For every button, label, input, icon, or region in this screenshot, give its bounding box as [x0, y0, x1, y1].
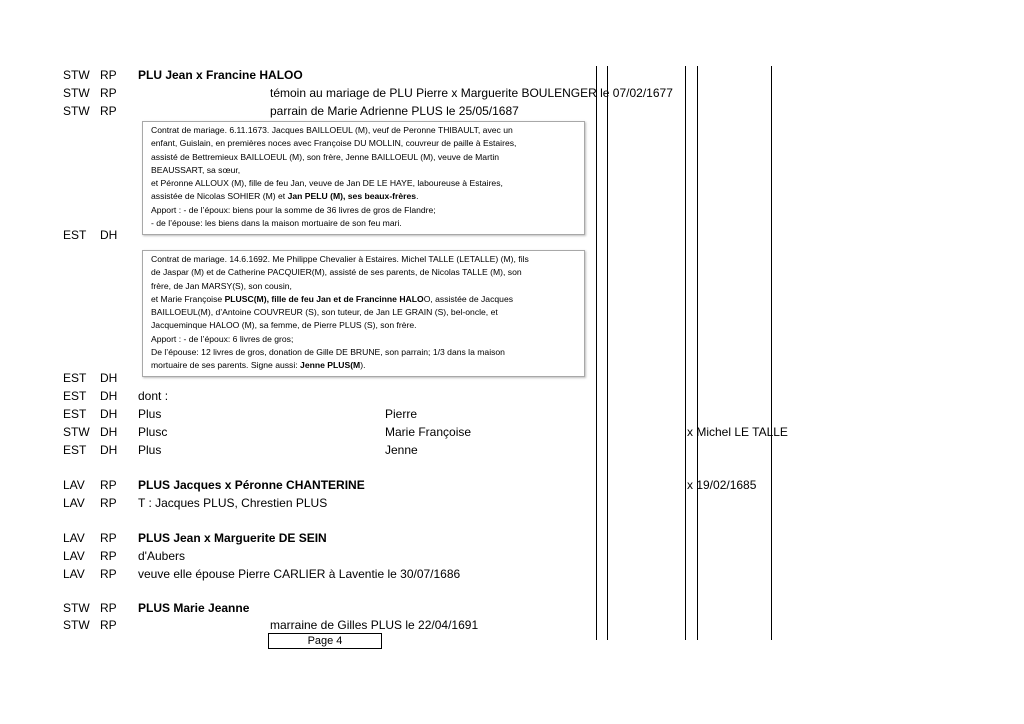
contract-text: O, assistée de Jacques — [423, 293, 514, 304]
archive-code: EST — [63, 371, 87, 385]
record-text: d'Aubers — [138, 549, 185, 563]
contract-line: Contrat de mariage. 6.11.1673. Jacques BAILLOEUL (M), veuf de Peronne THIBAULT, avec un — [151, 125, 513, 135]
source-code: RP — [100, 531, 117, 545]
source-code: DH — [100, 443, 118, 457]
contract-text: . — [416, 191, 419, 202]
contract-text: mortuaire de ses parents. Signe aussi: — [151, 360, 301, 371]
contract-line: De l’épouse: 12 livres de gros, donation de Gille DE BRUNE, son parrain; 1/3 dans la maison — [151, 347, 505, 358]
column-rule — [771, 66, 772, 640]
source-code: DH — [100, 228, 118, 242]
archive-code: STW — [63, 618, 90, 632]
source-code: RP — [100, 68, 117, 82]
archive-code: EST — [63, 228, 87, 242]
surname: Plus — [138, 407, 162, 421]
contract-text: ). — [360, 360, 366, 371]
source-code: RP — [100, 567, 117, 581]
archive-code: STW — [63, 86, 90, 100]
source-code: DH — [100, 425, 118, 439]
column-rule — [685, 66, 686, 640]
given-name: Marie Françoise — [385, 425, 472, 439]
record-text: veuve elle épouse Pierre CARLIER à Laventie le 30/07/1686 — [138, 567, 461, 581]
marriage-contract-note — [142, 250, 585, 377]
archive-code: EST — [63, 407, 87, 421]
source-code: RP — [100, 104, 117, 118]
record-heading: PLUS Jacques x Péronne CHANTERINE — [138, 478, 365, 492]
contract-text: et Marie Françoise — [151, 293, 225, 304]
source-code: DH — [100, 389, 118, 403]
contract-line: Jacqueminque HALOO (M), sa femme, de Pierre PLUS (S), son frère. — [151, 320, 417, 331]
record-text: marraine de Gilles PLUS le 22/04/1691 — [270, 618, 479, 632]
source-code: RP — [100, 618, 117, 632]
source-code: RP — [100, 601, 117, 615]
record-text: T : Jacques PLUS, Chrestien PLUS — [138, 496, 328, 510]
contract-line: Apport : - de l’époux: 6 livres de gros; — [151, 333, 294, 344]
contract-line: BEAUSSART, sa sœur, — [151, 164, 241, 175]
given-name: Pierre — [385, 407, 418, 421]
archive-code: EST — [63, 389, 87, 403]
page-number: Page 4 — [268, 633, 382, 649]
contract-line: de Jaspar (M) et de Catherine PACQUIER(M), assisté de ses parents, de Nicolas TALLE (M), son — [151, 267, 522, 278]
column-rule — [697, 66, 698, 640]
contract-line — [151, 359, 576, 372]
record-heading: PLU Jean x Francine HALOO — [138, 68, 303, 82]
contract-line: Apport : - de l’époux: biens pour la somme de 36 livres de gros de Flandre; — [151, 204, 436, 215]
source-code: RP — [100, 496, 117, 510]
archive-code: STW — [63, 68, 90, 82]
source-code: RP — [100, 478, 117, 492]
contract-highlight: Jan PELU (M), ses beaux-frères — [287, 191, 417, 202]
source-code: RP — [100, 549, 117, 563]
column-rule — [596, 66, 597, 640]
archive-code: LAV — [63, 478, 85, 492]
contract-line: et Péronne ALLOUX (M), fille de feu Jan, veuve de Jan DE LE HAYE, laboureuse à Estaires, — [151, 178, 503, 189]
archive-code: LAV — [63, 496, 85, 510]
column-rule — [607, 66, 608, 640]
record-heading: PLUS Jean x Marguerite DE SEIN — [138, 531, 327, 545]
source-code: DH — [100, 371, 118, 385]
marriage-contract-note — [142, 121, 585, 235]
contract-line — [151, 293, 576, 306]
archive-code: STW — [63, 104, 90, 118]
surname: Plus — [138, 443, 162, 457]
contract-highlight: Jenne PLUS(M — [300, 360, 361, 371]
contract-line: BAILLOEUL(M), d’Antoine COUVREUR (S), son tuteur, de Jan LE GRAIN (S), bel-oncle, et — [151, 307, 498, 318]
source-code: DH — [100, 407, 118, 421]
contract-line: enfant, Guislain, en premières noces avec Françoise DU MOLLIN, couvreur de paille à Estaires, — [151, 138, 517, 149]
source-code: RP — [100, 86, 117, 100]
archive-code: LAV — [63, 531, 85, 545]
contract-line: Contrat de mariage. 14.6.1692. Me Philippe Chevalier à Estaires. Michel TALLE (LETALLE) (M), fils — [151, 254, 529, 264]
contract-line: - de l’épouse: les biens dans la maison mortuaire de son feu mari. — [151, 218, 402, 229]
archive-code: LAV — [63, 567, 85, 581]
surname: Plusc — [138, 425, 168, 439]
record-text: témoin au mariage de PLU Pierre x Marguerite BOULENGER le 07/02/1677 — [270, 86, 673, 100]
given-name: Jenne — [385, 443, 418, 457]
contract-text: assistée de Nicolas SOHIER (M) et — [151, 191, 288, 202]
contract-highlight: PLUSC(M), fille de feu Jan et de Francinne HALO — [224, 293, 424, 304]
contract-line — [151, 190, 576, 203]
contract-line: frère, de Jan MARSY(S), son cousin, — [151, 280, 292, 291]
spouse-note: x Michel LE TALLE — [687, 425, 788, 439]
archive-code: STW — [63, 425, 90, 439]
marriage-date: x 19/02/1685 — [687, 478, 757, 492]
archive-code: EST — [63, 443, 87, 457]
record-text: dont : — [138, 389, 169, 403]
contract-line: assisté de Bettremieux BAILLOEUL (M), son frère, Jenne BAILLOEUL (M), veuve de Martin — [151, 151, 500, 162]
archive-code: LAV — [63, 549, 85, 563]
record-text: parrain de Marie Adrienne PLUS le 25/05/1687 — [270, 104, 519, 118]
record-heading: PLUS Marie Jeanne — [138, 601, 250, 615]
archive-code: STW — [63, 601, 90, 615]
